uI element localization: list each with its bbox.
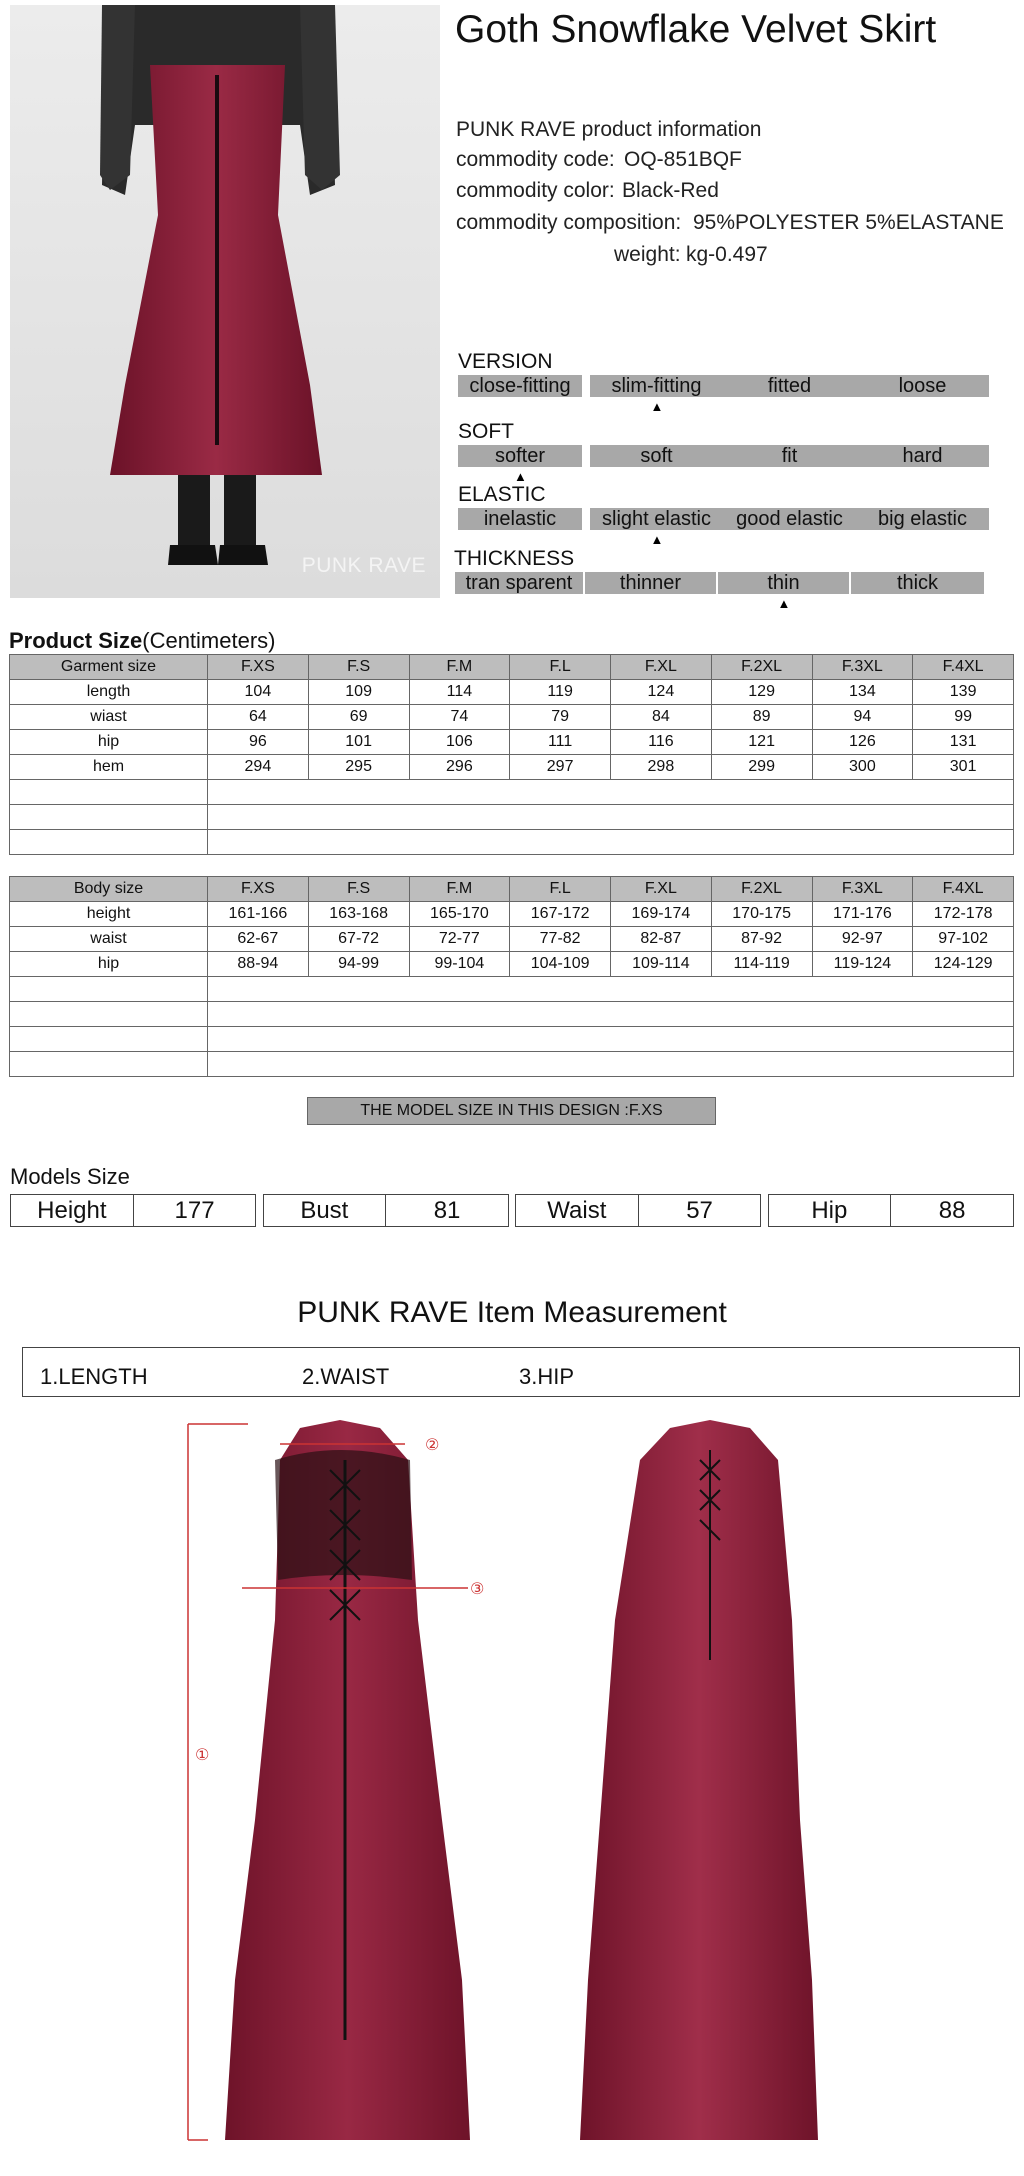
body-cell: 109-114 (611, 952, 712, 977)
attribute-option-version-2: fitted (723, 375, 856, 397)
empty-row (10, 780, 1014, 805)
garment-cell: 119 (510, 680, 611, 705)
body-size-header: F.4XL (913, 877, 1014, 902)
attribute-option-soft-0: softer (458, 445, 582, 467)
attribute-option-soft-2: fit (723, 445, 856, 467)
body-cell: 72-77 (409, 927, 510, 952)
code-value: OQ-851BQF (624, 148, 742, 171)
attribute-option-version-1: slim-fitting (590, 375, 723, 397)
attribute-option-thickness-3: thick (851, 572, 984, 594)
body-cell: 67-72 (308, 927, 409, 952)
body-size-header: F.S (308, 877, 409, 902)
body-size-header: F.L (510, 877, 611, 902)
garment-row-label: hip (10, 730, 208, 755)
garment-size-header: F.4XL (913, 655, 1014, 680)
body-cell: 119-124 (812, 952, 913, 977)
garment-cell: 139 (913, 680, 1014, 705)
table-row (10, 902, 1014, 927)
empty-row (10, 1027, 1014, 1052)
table-row (10, 755, 1014, 780)
attribute-name-soft: SOFT (458, 420, 514, 443)
attribute-option-elastic-3: big elastic (856, 508, 989, 530)
garment-size-header: F.XS (208, 655, 309, 680)
body-size-header: F.3XL (812, 877, 913, 902)
body-cell: 172-178 (913, 902, 1014, 927)
body-cell: 124-129 (913, 952, 1014, 977)
body-cell: 87-92 (711, 927, 812, 952)
measurement-length: 1.LENGTH (40, 1364, 148, 1389)
garment-header-label: Garment size (10, 655, 208, 680)
body-row-label: hip (10, 952, 208, 977)
garment-size-header: F.XL (611, 655, 712, 680)
garment-cell: 114 (409, 680, 510, 705)
body-cell: 99-104 (409, 952, 510, 977)
garment-cell: 74 (409, 705, 510, 730)
models-size-title: Models Size (10, 1164, 130, 1189)
selected-indicator-icon: ▲ (777, 596, 791, 611)
measurement-title: PUNK RAVE Item Measurement (297, 1296, 727, 1329)
garment-cell: 99 (913, 705, 1014, 730)
info-heading: PUNK RAVE product information (456, 118, 762, 141)
composition-value: 95%POLYESTER 5%ELASTANE (693, 211, 1004, 234)
skirt-back-view (180, 1420, 510, 2160)
body-cell: 94-99 (308, 952, 409, 977)
body-cell: 170-175 (711, 902, 812, 927)
model-waist-value: 57 (638, 1195, 761, 1227)
attribute-option-thickness-1: thinner (585, 572, 716, 594)
body-cell: 82-87 (611, 927, 712, 952)
garment-row-label: wiast (10, 705, 208, 730)
garment-size-header: F.2XL (711, 655, 812, 680)
garment-cell: 301 (913, 755, 1014, 780)
garment-cell: 109 (308, 680, 409, 705)
body-cell: 88-94 (208, 952, 309, 977)
garment-row-label: hem (10, 755, 208, 780)
body-size-table (9, 876, 1014, 1077)
garment-size-table (9, 654, 1014, 855)
attribute-option-thickness-0: tran sparent (455, 572, 583, 594)
attribute-option-version-3: loose (856, 375, 989, 397)
body-header-label: Body size (10, 877, 208, 902)
garment-cell: 94 (812, 705, 913, 730)
garment-cell: 69 (308, 705, 409, 730)
model-bust-label: Bust (263, 1195, 386, 1227)
body-cell: 167-172 (510, 902, 611, 927)
body-size-header: F.M (409, 877, 510, 902)
empty-row (10, 977, 1014, 1002)
empty-row (10, 1002, 1014, 1027)
product-title: Goth Snowflake Velvet Skirt (455, 8, 937, 51)
garment-size-header: F.M (409, 655, 510, 680)
table-row (10, 680, 1014, 705)
garment-cell: 96 (208, 730, 309, 755)
product-size-unit: (Centimeters) (142, 628, 276, 653)
garment-header-row (10, 655, 1014, 680)
composition-label: commodity composition: (456, 211, 682, 234)
model-height-value: 177 (133, 1195, 256, 1227)
attribute-option-soft-1: soft (590, 445, 723, 467)
color-label: commodity color: (456, 179, 615, 202)
garment-cell: 299 (711, 755, 812, 780)
measurement-hip: 3.HIP (519, 1364, 575, 1389)
empty-row (10, 805, 1014, 830)
body-cell: 92-97 (812, 927, 913, 952)
garment-cell: 300 (812, 755, 913, 780)
garment-cell: 124 (611, 680, 712, 705)
garment-cell: 131 (913, 730, 1014, 755)
body-cell: 77-82 (510, 927, 611, 952)
product-size-heading (9, 628, 276, 654)
table-row (10, 927, 1014, 952)
selected-indicator-icon: ▲ (650, 532, 664, 547)
watermark: PUNK RAVE (301, 554, 426, 577)
garment-cell: 101 (308, 730, 409, 755)
model-hip-label: Hip (768, 1195, 891, 1227)
marker-waist: ② (425, 1435, 440, 1454)
color-value: Black-Red (622, 179, 719, 202)
marker-hip: ③ (470, 1579, 485, 1598)
garment-cell: 121 (711, 730, 812, 755)
attribute-option-elastic-0: inelastic (458, 508, 582, 530)
body-size-header: F.XS (208, 877, 309, 902)
marker-length: ① (195, 1745, 210, 1764)
garment-cell: 89 (711, 705, 812, 730)
model-waist-label: Waist (516, 1195, 639, 1227)
attribute-name-version: VERSION (458, 350, 553, 373)
attribute-option-soft-3: hard (856, 445, 989, 467)
body-size-header: F.2XL (711, 877, 812, 902)
body-row-label: waist (10, 927, 208, 952)
body-cell: 161-166 (208, 902, 309, 927)
garment-cell: 104 (208, 680, 309, 705)
model-illustration (10, 5, 440, 598)
garment-cell: 116 (611, 730, 712, 755)
body-header-row (10, 877, 1014, 902)
garment-cell: 64 (208, 705, 309, 730)
garment-cell: 79 (510, 705, 611, 730)
selected-indicator-icon: ▲ (514, 469, 527, 484)
empty-row (10, 830, 1014, 855)
model-size-note: THE MODEL SIZE IN THIS DESIGN :F.XS (307, 1097, 716, 1125)
garment-cell: 297 (510, 755, 611, 780)
body-cell: 97-102 (913, 927, 1014, 952)
attribute-option-version-0: close-fitting (458, 375, 582, 397)
garment-cell: 134 (812, 680, 913, 705)
body-row-label: height (10, 902, 208, 927)
product-photo (10, 5, 440, 598)
body-size-header: F.XL (611, 877, 712, 902)
garment-cell: 84 (611, 705, 712, 730)
garment-cell: 126 (812, 730, 913, 755)
selected-indicator-icon: ▲ (650, 399, 664, 414)
model-height-label: Height (11, 1195, 134, 1227)
garment-cell: 295 (308, 755, 409, 780)
body-cell: 163-168 (308, 902, 409, 927)
attribute-name-elastic: ELASTIC (458, 483, 546, 506)
attribute-option-thickness-2: thin (718, 572, 849, 594)
models-size-table (10, 1194, 1014, 1227)
table-row (10, 705, 1014, 730)
model-hip-value: 88 (891, 1195, 1014, 1227)
garment-cell: 298 (611, 755, 712, 780)
table-row (10, 730, 1014, 755)
body-cell: 62-67 (208, 927, 309, 952)
garment-size-header: F.S (308, 655, 409, 680)
product-size-title: Product Size (9, 628, 143, 653)
weight-label: weight: (614, 243, 681, 266)
garment-cell: 111 (510, 730, 611, 755)
body-cell: 165-170 (409, 902, 510, 927)
skirt-front-view (560, 1420, 850, 2160)
model-bust-value: 81 (386, 1195, 509, 1227)
code-label: commodity code: (456, 148, 615, 171)
garment-cell: 129 (711, 680, 812, 705)
body-cell: 169-174 (611, 902, 712, 927)
garment-cell: 296 (409, 755, 510, 780)
attribute-name-thickness: THICKNESS (454, 547, 575, 570)
body-cell: 114-119 (711, 952, 812, 977)
attribute-option-elastic-1: slight elastic (590, 508, 723, 530)
measurement-waist: 2.WAIST (302, 1364, 390, 1389)
garment-cell: 294 (208, 755, 309, 780)
body-cell: 171-176 (812, 902, 913, 927)
attribute-option-elastic-2: good elastic (723, 508, 856, 530)
garment-row-label: length (10, 680, 208, 705)
garment-cell: 106 (409, 730, 510, 755)
empty-row (10, 1052, 1014, 1077)
body-cell: 104-109 (510, 952, 611, 977)
table-row (10, 952, 1014, 977)
garment-size-header: F.L (510, 655, 611, 680)
garment-size-header: F.3XL (812, 655, 913, 680)
weight-value: kg-0.497 (686, 243, 768, 266)
